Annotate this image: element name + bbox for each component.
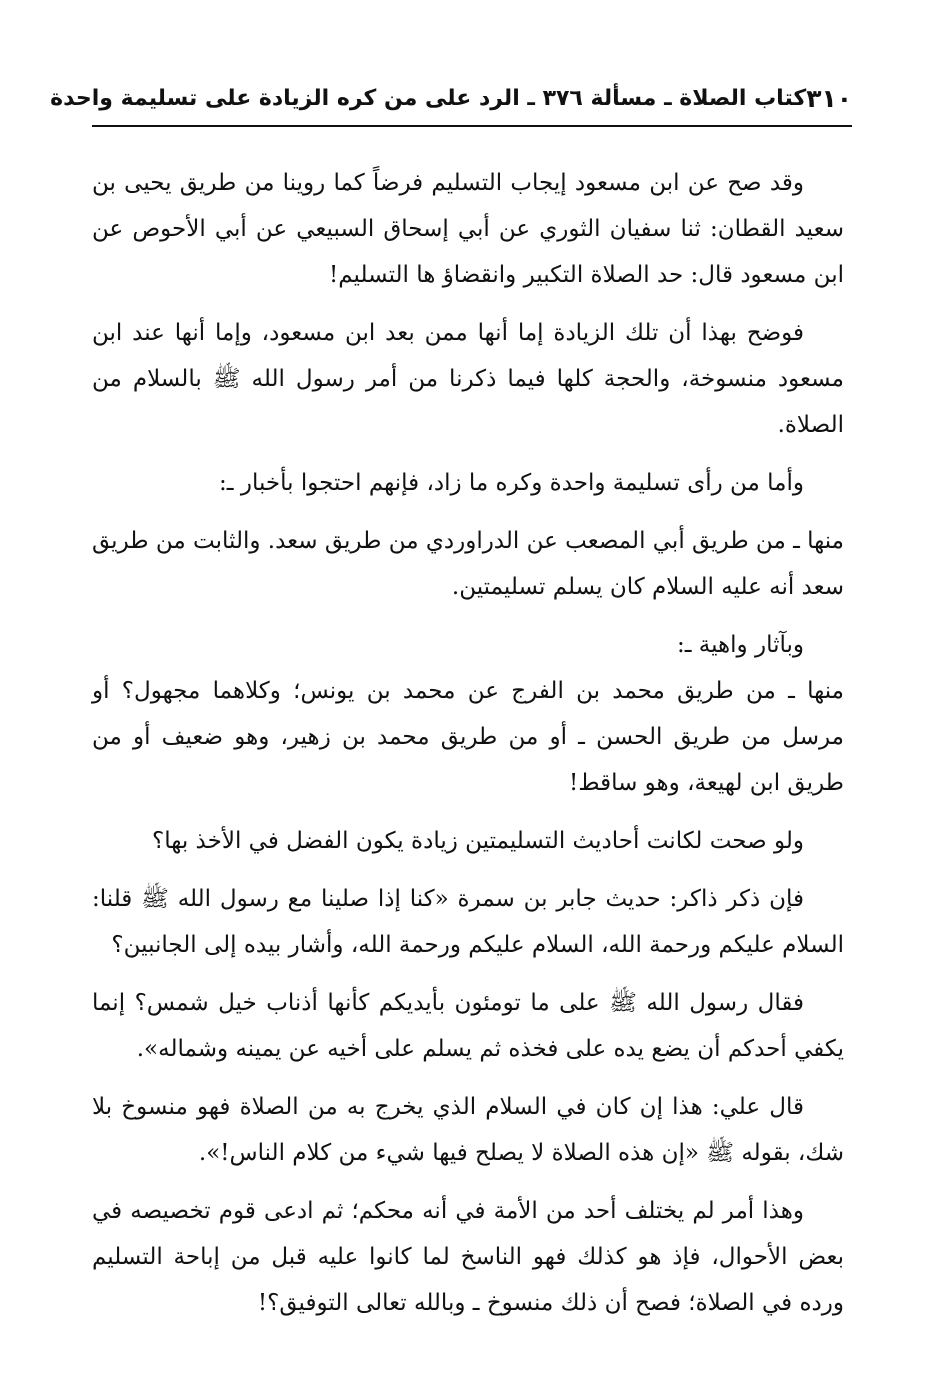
paragraph: ولو صحت لكانت أحاديث التسليمتين زيادة يكون الفضل في الأخذ بها؟ — [152, 828, 804, 854]
paragraph: فوضح بهذا أن تلك الزيادة إما أنها ممن بعد ابن مسعود، وإما أنها عند ابن مسعود منسوخة، والحجة كلها فيما ذكرنا من أمر رسول الله ﷺ بالسلام من الصلاة. — [92, 320, 844, 438]
header-rule — [92, 125, 852, 127]
paragraph: وبآثار واهية ـ: — [676, 632, 804, 658]
paragraph: قال علي: هذا إن كان في السلام الذي يخرج به من الصلاة فهو منسوخ بلا شك، بقوله ﷺ «إن هذه الصلاة لا يصلح فيها شيء من كلام الناس!». — [92, 1094, 844, 1166]
paragraph: فإن ذكر ذاكر: حديث جابر بن سمرة «كنا إذا صلينا مع رسول الله ﷺ قلنا: السلام عليكم ورحمة الله، السلام عليكم ورحمة الله، وأشار بيده إلى الجانبين؟ — [92, 886, 844, 958]
paragraph: وقد صح عن ابن مسعود إيجاب التسليم فرضاً كما روينا من طريق يحيى بن سعيد القطان: ثنا سفيان الثوري عن أبي إسحاق السبيعي عن أبي الأحوص عن ابن مسعود قال: حد الصلاة التكبير وانقضاؤ ها التسليم! — [92, 170, 844, 288]
paragraph: وهذا أمر لم يختلف أحد من الأمة في أنه محكم؛ ثم ادعى قوم تخصيصه في بعض الأحوال، فإذ هو كذلك فهو الناسخ لما كانوا عليه قبل من إباحة التسليم ورده في الصلاة؛ فصح أن ذلك منسوخ ـ وبالله تعالى التوفيق؟! — [92, 1198, 844, 1316]
paragraph: منها ـ من طريق أبي المصعب عن الدراوردي من طريق سعد. والثابت من طريق سعد أنه عليه السلام كان يسلم تسليمتين. — [91, 528, 844, 600]
paragraph: وأما من رأى تسليمة واحدة وكره ما زاد، فإنهم احتجوا بأخبار ـ: — [219, 470, 804, 496]
paragraph: فقال رسول الله ﷺ على ما تومئون بأيديكم كأنها أذناب خيل شمس؟ إنما يكفي أحدكم أن يضع يده على فخذه ثم يسلم على أخيه عن يمينه وشماله». — [92, 990, 844, 1062]
page-number: ٣١٠ — [806, 83, 852, 113]
running-header — [50, 78, 852, 118]
body-text — [92, 160, 844, 1338]
chapter-title: كتاب الصلاة ـ مسألة ٣٧٦ ـ الرد على من كره الزيادة على تسليمة واحدة — [50, 85, 807, 111]
paragraph: منها ـ من طريق محمد بن الفرج عن محمد بن يونس؛ وكلاهما مجهول؟ أو مرسل من طريق الحسن ـ أو من طريق محمد بن زهير، وهو ضعيف أو من طريق ابن لهيعة، وهو ساقط! — [92, 678, 844, 796]
